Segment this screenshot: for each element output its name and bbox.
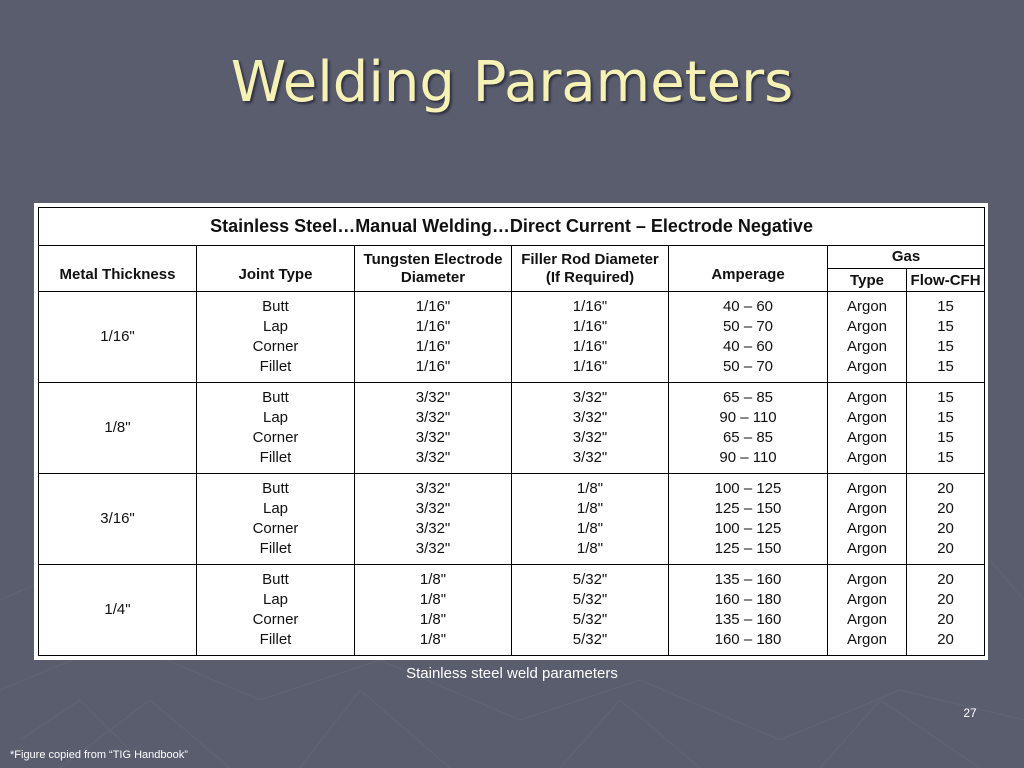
joint-value: Lap [262, 408, 289, 426]
header-amperage-label: Amperage [711, 265, 785, 283]
header-gas: Gas [828, 246, 985, 269]
tungsten-cell [355, 383, 512, 474]
gas-type-value: Argon [846, 297, 888, 315]
flow-cell [907, 565, 985, 656]
amperage-value: 40 – 60 [722, 297, 774, 315]
joint-value: Lap [262, 590, 289, 608]
tungsten-value: 1/16" [415, 338, 451, 355]
gas-type-cell [828, 474, 907, 565]
amperage-value: 100 – 125 [714, 479, 782, 497]
joint-value: Corner [252, 429, 299, 446]
gas-type-value: Argon [846, 590, 888, 608]
joint-value: Butt [262, 570, 289, 588]
filler-cell [512, 565, 669, 656]
tungsten-value: 1/8" [419, 570, 447, 588]
amperage-value: 135 – 160 [714, 570, 782, 588]
flow-value: 15 [937, 449, 954, 467]
tungsten-value: 1/8" [419, 631, 447, 649]
footnote: *Figure copied from “TIG Handbook” [10, 749, 188, 761]
tungsten-cell [355, 565, 512, 656]
flow-value: 15 [937, 338, 954, 355]
joint-value: Butt [262, 388, 289, 406]
tungsten-value: 3/32" [415, 429, 451, 446]
filler-value: 5/32" [572, 631, 608, 649]
table-row [39, 292, 985, 383]
amperage-value: 90 – 110 [719, 449, 777, 467]
header-metal-thickness-label: Metal Thickness [59, 265, 176, 283]
header-gas-flow: Flow-CFH [907, 269, 985, 292]
flow-value: 15 [937, 408, 954, 426]
filler-cell [512, 474, 669, 565]
header-joint-type [197, 246, 355, 292]
amperage-cell [669, 474, 828, 565]
table-row [39, 383, 985, 474]
flow-cell [907, 383, 985, 474]
gas-type-value: Argon [846, 429, 888, 446]
filler-value: 3/32" [572, 429, 608, 446]
tungsten-value: 1/8" [419, 590, 447, 608]
amperage-value: 125 – 150 [714, 499, 782, 517]
flow-cell [907, 292, 985, 383]
amperage-value: 160 – 180 [714, 590, 782, 608]
thickness-cell: 1/8" [39, 383, 197, 474]
figure-caption: Stainless steel weld parameters [406, 665, 618, 682]
welding-parameters-table [38, 207, 985, 656]
tungsten-cell [355, 474, 512, 565]
gas-type-value: Argon [846, 388, 888, 406]
joint-value: Corner [252, 338, 299, 355]
flow-value: 20 [937, 479, 954, 497]
flow-value: 15 [937, 429, 954, 446]
header-metal-thickness [39, 246, 197, 292]
tungsten-value: 1/8" [419, 611, 447, 628]
filler-value: 1/8" [576, 479, 604, 497]
tungsten-value: 3/32" [415, 449, 451, 467]
amperage-value: 125 – 150 [714, 540, 782, 558]
filler-value: 1/8" [576, 520, 604, 537]
flow-value: 15 [937, 317, 954, 335]
amperage-value: 50 – 70 [722, 358, 774, 376]
gas-type-cell [828, 292, 907, 383]
gas-type-value: Argon [846, 499, 888, 517]
tungsten-value: 3/32" [415, 520, 451, 537]
joint-value: Fillet [259, 540, 292, 558]
filler-value: 1/16" [572, 358, 608, 376]
filler-value: 1/16" [572, 317, 608, 335]
tungsten-value: 3/32" [415, 388, 451, 406]
joint-value: Fillet [259, 449, 292, 467]
joint-value: Fillet [259, 358, 292, 376]
flow-value: 20 [937, 590, 954, 608]
header-tungsten-label: Tungsten Electrode Diameter [363, 250, 503, 286]
header-tungsten [355, 246, 512, 292]
joint-value: Fillet [259, 631, 292, 649]
gas-type-cell [828, 565, 907, 656]
amperage-value: 135 – 160 [714, 611, 782, 628]
gas-type-value: Argon [846, 520, 888, 537]
filler-value: 1/16" [572, 338, 608, 355]
tungsten-value: 1/16" [415, 297, 451, 315]
joint-value: Corner [252, 611, 299, 628]
thickness-cell: 3/16" [39, 474, 197, 565]
table-caption-row [39, 208, 985, 246]
flow-cell [907, 474, 985, 565]
header-filler [512, 246, 669, 292]
flow-value: 15 [937, 388, 954, 406]
joint-value: Butt [262, 479, 289, 497]
slide-title: Welding Parameters [230, 50, 794, 115]
filler-value: 5/32" [572, 611, 608, 628]
gas-type-value: Argon [846, 408, 888, 426]
joint-cell [197, 292, 355, 383]
filler-value: 3/32" [572, 388, 608, 406]
tungsten-value: 3/32" [415, 499, 451, 517]
page-number: 27 [963, 706, 977, 720]
filler-value: 5/32" [572, 590, 608, 608]
filler-value: 1/16" [572, 297, 608, 315]
thickness-cell: 1/4" [39, 565, 197, 656]
table-row [39, 474, 985, 565]
gas-type-value: Argon [846, 540, 888, 558]
amperage-cell [669, 292, 828, 383]
joint-value: Lap [262, 317, 289, 335]
filler-value: 1/8" [576, 540, 604, 558]
gas-type-value: Argon [846, 611, 888, 628]
amperage-value: 50 – 70 [722, 317, 774, 335]
tungsten-value: 3/32" [415, 540, 451, 558]
filler-value: 3/32" [572, 449, 608, 467]
flow-value: 20 [937, 540, 954, 558]
table-row [39, 565, 985, 656]
flow-value: 15 [937, 358, 954, 376]
amperage-value: 65 – 85 [722, 388, 774, 406]
joint-cell [197, 383, 355, 474]
amperage-cell [669, 565, 828, 656]
tungsten-value: 1/16" [415, 317, 451, 335]
filler-cell [512, 383, 669, 474]
tungsten-value: 1/16" [415, 358, 451, 376]
amperage-value: 100 – 125 [714, 520, 782, 537]
gas-type-value: Argon [846, 358, 888, 376]
amperage-value: 65 – 85 [722, 429, 774, 446]
amperage-cell [669, 383, 828, 474]
header-gas-type: Type [828, 269, 907, 292]
filler-value: 3/32" [572, 408, 608, 426]
header-row [39, 246, 985, 269]
tungsten-value: 3/32" [415, 479, 451, 497]
joint-value: Lap [262, 499, 289, 517]
flow-value: 20 [937, 631, 954, 649]
amperage-value: 40 – 60 [722, 338, 774, 355]
joint-cell [197, 474, 355, 565]
table-caption: Stainless Steel…Manual Welding…Direct Current – Electrode Negative [39, 208, 985, 246]
flow-value: 20 [937, 520, 954, 537]
gas-type-value: Argon [846, 449, 888, 467]
gas-type-value: Argon [846, 338, 888, 355]
tungsten-value: 3/32" [415, 408, 451, 426]
gas-type-value: Argon [846, 570, 888, 588]
joint-cell [197, 565, 355, 656]
thickness-cell: 1/16" [39, 292, 197, 383]
flow-value: 15 [937, 297, 954, 315]
gas-type-value: Argon [846, 479, 888, 497]
header-amperage [669, 246, 828, 292]
gas-type-value: Argon [846, 317, 888, 335]
table-frame [34, 203, 988, 660]
amperage-value: 160 – 180 [714, 631, 782, 649]
gas-type-cell [828, 383, 907, 474]
gas-type-value: Argon [846, 631, 888, 649]
joint-value: Corner [252, 520, 299, 537]
filler-value: 1/8" [576, 499, 604, 517]
tungsten-cell [355, 292, 512, 383]
filler-cell [512, 292, 669, 383]
header-joint-type-label: Joint Type [238, 265, 313, 283]
flow-value: 20 [937, 499, 954, 517]
flow-value: 20 [937, 611, 954, 628]
header-filler-label: Filler Rod Diameter (If Required) [521, 250, 659, 286]
joint-value: Butt [262, 297, 289, 315]
amperage-value: 90 – 110 [719, 408, 777, 426]
filler-value: 5/32" [572, 570, 608, 588]
flow-value: 20 [937, 570, 954, 588]
